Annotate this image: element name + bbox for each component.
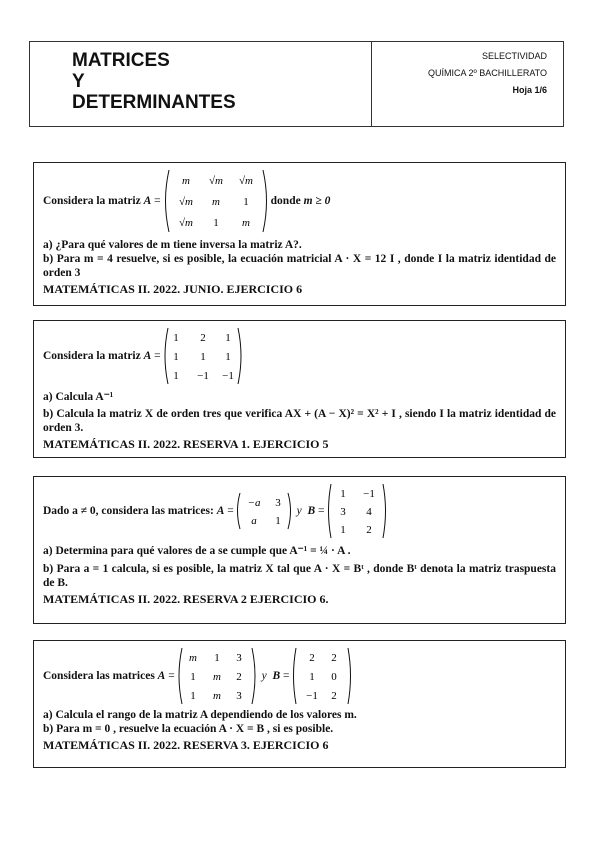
p3-b-0-1: −1 (362, 488, 375, 500)
header-box (29, 41, 564, 127)
p4-a-2-0: 1 (189, 690, 196, 702)
problem-4-intro: Considera las matrices (43, 670, 155, 682)
p1-m-0-1: √m (208, 175, 223, 187)
p4-a-1-0: 1 (189, 671, 196, 683)
p1-m-2-2: m (241, 217, 250, 229)
p2-m-0-2: 1 (224, 332, 231, 344)
p2-m-2-0: 1 (172, 370, 179, 382)
p3-b-2-0: 1 (339, 524, 346, 536)
title-line-2: Y (72, 71, 85, 92)
exam-label: SELECTIVIDAD (481, 51, 547, 61)
p4-a-1-2: 2 (235, 671, 242, 683)
p4-b-2-0: −1 (305, 690, 318, 702)
problem-1-reference: MATEMÁTICAS II. 2022. JUNIO. EJERCICIO 6 (43, 282, 303, 296)
p3-b-0-0: 1 (339, 488, 346, 500)
p1-m-1-2: 1 (242, 196, 249, 208)
problem-4-part-a: a) Calcula el rango de la matriz A dependiendo de los valores m. (43, 709, 357, 721)
problem-3-reference: MATEMÁTICAS II. 2022. RESERVA 2 EJERCICIO 6. (43, 592, 329, 606)
problem-3: Dado a ≠ 0, considera las matrices: A = −a 3 a 1 y B = 1 −1 3 4 1 2 a) Determina para qué valores de a se cumple que A⁻¹ = ¼ · A . b) Para a = 1 calcula, si es posible, la matriz X tal que A · X = Bᵗ , donde Bᵗ denota la matriz traspuesta de B. MATEMÁTICAS II. 2022. RESERVA 2 EJERCICIO 6. (33, 476, 566, 624)
p1-m-0-2: √m (238, 175, 253, 187)
problem-3-matrix-a-name: A (216, 505, 225, 517)
p3-b-1-1: 4 (365, 506, 372, 518)
problem-4-connector: y (261, 670, 267, 682)
problem-3-part-a: a) Determina para qué valores de a se cumple que A⁻¹ = ¼ · A . (43, 545, 351, 557)
p3-a-1-0: a (250, 515, 257, 527)
p4-a-0-1: 1 (213, 652, 220, 664)
problem-2-part-b: b) Calcula la matriz X de orden tres que verifica AX + (A − X)² = X² + I , siendo I la matriz identidad de orden 3. (43, 408, 556, 434)
problem-4-part-b: b) Para m = 0 , resuelve la ecuación A · X = B , si es posible. (43, 723, 334, 735)
page-title (30, 42, 372, 126)
p4-a-2-1: m (212, 690, 221, 702)
problem-4-matrix-b (290, 646, 354, 706)
p3-a-1-1: 1 (274, 515, 281, 527)
p4-a-0-0: m (188, 652, 197, 664)
p4-a-1-1: m (212, 671, 221, 683)
p3-a-0-1: 3 (274, 497, 281, 509)
p3-b-1-0: 3 (339, 506, 346, 518)
problem-1-matrix-name: A (143, 195, 152, 207)
p4-b-1-0: 1 (308, 671, 315, 683)
p4-b-1-1: 0 (330, 671, 337, 683)
header-info (372, 42, 563, 126)
p4-a-0-2: 3 (235, 652, 242, 664)
course-label: QUÍMICA 2º BACHILLERATO (428, 68, 547, 78)
p1-m-1-1: m (211, 196, 220, 208)
p4-b-0-0: 2 (308, 652, 315, 664)
p2-m-2-2: −1 (221, 370, 234, 382)
problem-4-matrix-a (175, 646, 259, 706)
problem-1-part-a: a) ¿Para qué valores de m tiene inversa la matriz A?. (43, 239, 302, 251)
problem-1-condition: donde (270, 195, 301, 207)
p4-b-2-1: 2 (330, 690, 337, 702)
problem-4-matrix-b-name: B (272, 670, 281, 682)
p1-m-2-1: 1 (212, 217, 219, 229)
p4-a-2-2: 3 (235, 690, 242, 702)
p2-m-2-1: −1 (196, 370, 209, 382)
problem-3-matrix-b (325, 482, 389, 540)
problem-2-intro: Considera la matriz (43, 350, 141, 362)
problem-4: Considera las matrices A = m 1 3 1 m 2 1 m 3 y B = 2 2 1 0 −1 2 a) Calcula el rango de la matriz A dependiendo de los valores m. b) Para m = 0 , resuelve la ecuación A · X = B , si es posible. MATEMÁTICAS II. 2022. RESERVA 3. EJERCICIO 6 (33, 640, 566, 768)
title-line-3: DETERMINANTES (72, 92, 236, 113)
p2-m-1-2: 1 (224, 351, 231, 363)
sheet-label: Hoja 1/6 (512, 85, 547, 95)
problem-2-part-a: a) Calcula A⁻¹ (43, 391, 114, 403)
problem-2: Considera la matriz A = 1 2 1 1 1 1 1 −1 −1 a) Calcula A⁻¹ b) Calcula la matriz X de orden tres que verifica AX + (A − X)² = X² + I , siendo I la matriz identidad de orden 3. MATEMÁTICAS II. 2022. RESERVA 1. EJERCICIO 5 (33, 320, 566, 458)
problem-3-connector: y (296, 505, 302, 517)
p3-a-0-0: −a (247, 497, 261, 509)
problem-4-matrix-a-name: A (157, 670, 166, 682)
p2-m-0-0: 1 (172, 332, 179, 344)
p1-m-2-0: √m (178, 217, 193, 229)
problem-3-intro: Dado a ≠ 0, considera las matrices: (43, 505, 214, 517)
problem-1-part-b: b) Para m = 4 resuelve, si es posible, la ecuación matricial A · X = 12 I , donde I la matriz identidad de orden 3 (43, 253, 556, 279)
problem-3-part-b: b) Para a = 1 calcula, si es posible, la matriz X tal que A · X = Bᵗ , donde Bᵗ denota la matriz traspuesta de B. (43, 563, 556, 589)
p2-m-1-0: 1 (172, 351, 179, 363)
problem-1-condition-expr: m ≥ 0 (303, 195, 331, 207)
p2-m-1-1: 1 (199, 351, 206, 363)
problem-2-matrix-name: A (143, 350, 152, 362)
problem-2-matrix (161, 326, 245, 386)
problem-1-matrix (161, 168, 271, 234)
p1-m-0-0: m (181, 175, 190, 187)
problem-1-intro: Considera la matriz (43, 195, 141, 207)
title-line-1: MATRICES (72, 50, 170, 71)
p2-m-0-1: 2 (199, 332, 206, 344)
p3-b-2-1: 2 (365, 524, 372, 536)
problem-3-matrix-b-name: B (307, 505, 316, 517)
problem-3-matrix-a (234, 491, 294, 531)
p1-m-1-0: √m (178, 196, 193, 208)
problem-2-reference: MATEMÁTICAS II. 2022. RESERVA 1. EJERCICIO 5 (43, 437, 329, 451)
problem-4-reference: MATEMÁTICAS II. 2022. RESERVA 3. EJERCICIO 6 (43, 738, 329, 752)
problem-1: Considera la matriz A = m √m √m √m m 1 √m 1 m donde m ≥ 0 a) ¿Para qué valores de m tiene inversa la matriz A?. b) Para m = 4 resuelve, si es posible, la ecuación matricial A · X = 12 I , donde I la matriz identidad de orden 3 MATEMÁTICAS II. 2022. JUNIO. EJERCICIO 6 (33, 162, 566, 306)
p4-b-0-1: 2 (330, 652, 337, 664)
